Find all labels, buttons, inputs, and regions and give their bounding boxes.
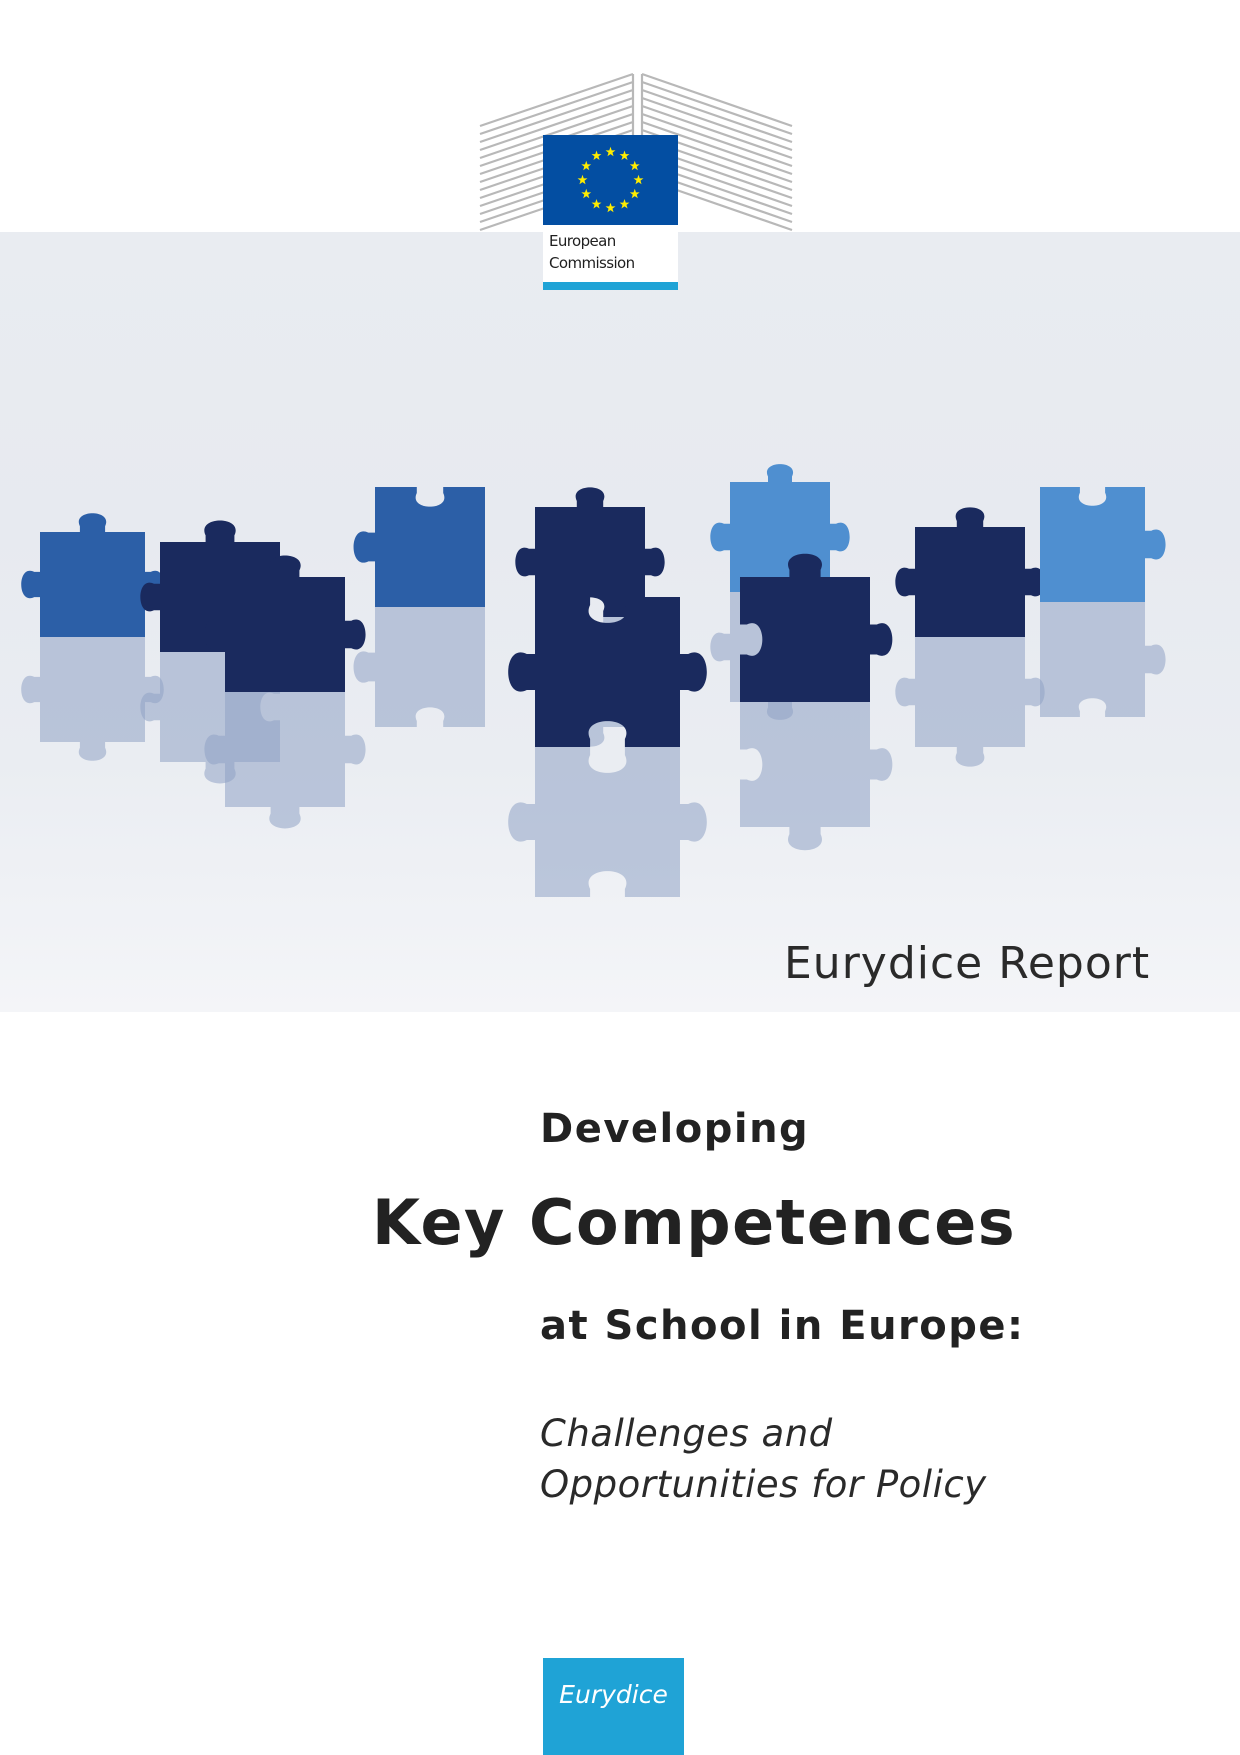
eu-star-icon [592, 151, 602, 160]
title-line-1: Developing [540, 1106, 810, 1152]
logo-text-european: European [549, 232, 616, 250]
puzzle-reflection [740, 702, 892, 850]
eu-star-icon [581, 161, 591, 170]
puzzle-reflection [354, 607, 485, 727]
subtitle [540, 1408, 987, 1510]
logo-accent-bar [543, 282, 678, 290]
logo-text-commission: Commission [549, 254, 635, 272]
title-line-2: Key Competences [372, 1186, 1017, 1259]
eu-star-icon [606, 147, 616, 156]
puzzle-piece [354, 487, 485, 607]
european-commission-logo [478, 72, 794, 292]
eu-star-icon [620, 199, 630, 208]
puzzle-piece [21, 513, 164, 637]
title-line-3: at School in Europe: [540, 1303, 1025, 1349]
cover-image [0, 232, 1240, 1012]
eu-star-icon [592, 199, 602, 208]
eurydice-badge-label: Eurydice [559, 1680, 668, 1709]
eu-star-icon [581, 189, 591, 198]
puzzle-reflection [1040, 602, 1166, 717]
eu-star-icon [606, 203, 616, 212]
subtitle-line-2: Opportunities for Policy [540, 1463, 987, 1506]
eu-star-icon [630, 189, 640, 198]
puzzle-piece [895, 507, 1044, 637]
puzzle-reflection [508, 747, 707, 897]
puzzle-piece [710, 464, 849, 592]
eu-star-icon [630, 161, 640, 170]
series-label: Eurydice Report [784, 938, 1151, 989]
ec-wordmark [543, 225, 678, 286]
eu-flag-icon [543, 135, 678, 225]
puzzle-reflection [895, 637, 1044, 767]
subtitle-line-1: Challenges and [540, 1412, 833, 1455]
puzzle-pieces-image [0, 232, 1240, 1012]
puzzle-reflection [204, 692, 365, 828]
eu-star-icon [578, 175, 588, 184]
eurydice-badge [543, 1658, 684, 1755]
puzzle-piece [1040, 487, 1166, 602]
eu-star-icon [620, 151, 630, 160]
eu-star-icon [634, 175, 644, 184]
